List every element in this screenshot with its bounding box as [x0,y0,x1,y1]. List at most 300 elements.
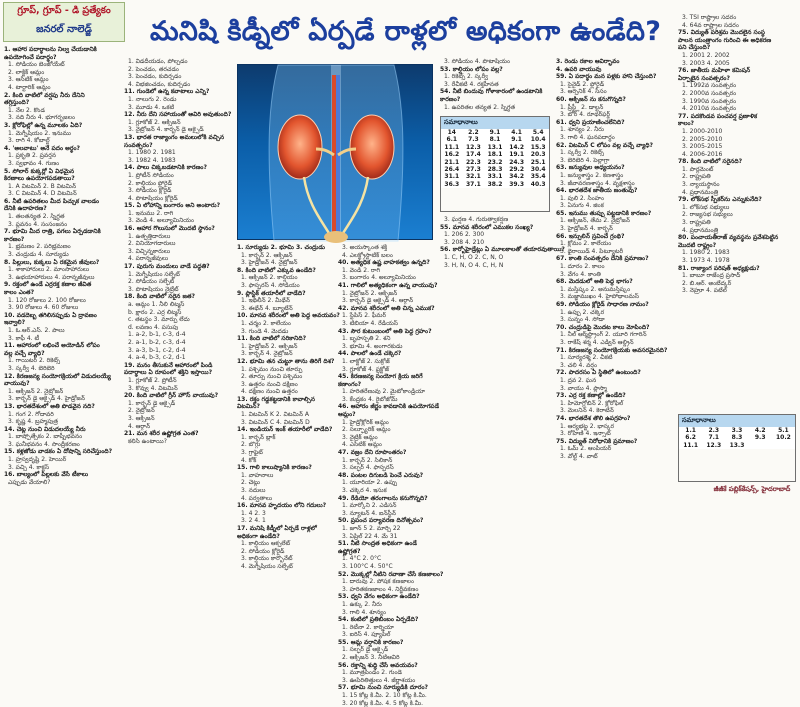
question-line: కారణం? [440,95,461,103]
option-line: 3. ఆక్సిజన్ [128,414,155,422]
question-line: పని చేస్తుంది? [678,44,711,52]
option-line: 1. 4°C 2. 0°C [342,555,382,563]
question-line: 55. మానవ శరీరంలో ఎముకల సంఖ్య? [440,223,534,231]
option-line: 2. రాష్ట్రపతి [682,173,711,181]
option-line: 1. 120 రోజులు 2. 100 రోజులు [8,296,86,304]
question-line: కాలం? [678,120,694,128]
question-line: తగ్గిస్తుంది? [4,99,30,107]
question-line: 71. కిరణజన్య సంయోగక్రియకు అవసరమైనది? [556,346,668,354]
answer-cell: 18.1 [487,151,503,159]
question-line: 9. రక్తంలో ఉండే ఎర్రరక్త కణాల జీవిత [4,281,92,289]
option-line: 3. గ్లూకోజ్ 4. ఫ్రక్టోజ్ [342,365,389,373]
option-line: 3. వెండి 4. అల్యూమినియం [128,217,195,225]
option-line: 3. వాయు 4. ప్లాస్మా [560,384,607,392]
answers-table-2 [678,414,796,482]
option-line: 3. బెరిబెరి 4. పెల్లాగ్రా [560,156,610,164]
question-line: 14. చెట్ల నుంచి విడుదలయ్యే నీరు [4,425,86,433]
option-line: 3. ఘనీభవనం 4. సాంద్రీకరణం [8,440,80,448]
answer-cell: 8.1 [489,136,501,144]
question-line: 11. ఆహారంలో లభించే అయోడిన్ లోపం [4,342,100,350]
option-line: 3. న్యూటన్ 4. ఐన్‌స్టీన్ [342,509,396,517]
option-line: 3. వోల్ట్ 4. వాట్ [560,452,598,460]
question-line: 78. కింది వాటిలో సరైనది? [678,158,743,166]
option-line: 3. గ్రాఫైట్ [241,449,263,457]
option-line: 1. పార్లమెంట్ [682,165,714,173]
answer-cell: 22.3 [465,158,481,166]
column-1 [4,46,120,502]
question-line: 13. భారతదేశంలో అతి పొడవైన నది? [4,402,95,410]
option-line: 1. సూర్యరశ్మి 2. చీకటి [560,354,613,362]
answer-cell: 34.2 [509,173,524,181]
question-line: 17. పురుగు మందులు వాడే పద్ధతి? [124,263,210,271]
answer-cell: 11.1 [444,143,460,151]
option-line: 1. చర్మం 2. కాలేయం [241,319,291,327]
option-line: 2. చెట్లు [241,479,260,487]
option-line: 3. నైట్రిక్ ఆమ్లం [342,433,378,441]
option-line: 3. 90 రోజులు 4. 60 రోజులు [8,304,79,312]
question-line: 67. కాంతి సంవత్సరం దేనికి ప్రమాణం? [556,255,649,263]
question-line: 49. రేడియో తరంగాలను కనుగొన్నది? [338,494,428,502]
answer-cell: 6.2 [685,434,696,442]
option-line: 4. పర్వతాలు [241,494,273,502]
question-line: ఆమ్లం? [338,411,356,419]
option-line: 1. ప్రీస్ట్లీ 2. డాల్టన్ [560,103,604,111]
option-line: 1. కార్బన్ 2. ఆక్సిజన్ [241,251,293,259]
option-line: 1. నేల 2. కొండ [8,106,45,114]
question-line: ఉష్ణోగ్రత? [338,547,361,555]
option-line: 3. విచ్ఛిన్నకారులు [128,247,171,255]
option-line: a. ఆమ్లం 1. నీలి లిట్మస్ [128,301,185,308]
option-line: 1. కార్బన్ 2. సిలికాన్ [342,456,393,464]
option-line: 3. చంద్రుడు 4. సూర్యుడు [8,251,69,259]
question-line: 76. జాతీయ మహిళా కమిషన్ [678,67,751,75]
option-line: 1. సల్ఫర్ డై ఆక్సైడ్ [342,646,389,654]
option-line: 1. 1980 2. 1983 [682,249,730,257]
answer-cell: 17.4 [465,151,481,159]
question-line: మొదటి రాష్ట్రం? [678,241,717,249]
question-line: 1. సూర్యుడు 2. భూమి 3. చంద్రుడు [237,244,325,251]
question-line: 80. పంచాయతీరాజ్ వ్యవస్థను ప్రవేశపెట్టిన [678,234,779,242]
option-line: 1. లోక్‌సభ సభ్యులు [682,203,730,211]
option-line: 1. 1980 2. 1981 [128,149,176,157]
question-line: 12. కిరణజన్య సంయోగక్రియలో విడుదలయ్యే [4,372,111,380]
question-line: 53. కాల్షియం లోపం వల్ల? [440,65,503,73]
option-line: 3. ఆసిటిక్ ఆమ్లం [8,76,49,84]
option-line: 3. మజ్జాముఖం 4. హైపోథాలమస్ [560,293,639,301]
answer-cell: 29.2 [509,166,524,174]
question-line: 12. భూమి తన చుట్టూ తాను తిరిగే దిశ? [237,357,335,365]
option-line: ఎప్పుడు వేయాలి? [8,478,51,486]
option-line: 3. బంగారం 4. అల్యూమినియం [342,274,416,282]
question-line: 3. క్లోరోఫిల్లో ఉన్న మూలకం ఏది? [4,121,83,129]
option-line: 3. రాష్ట్రపతి [682,219,711,227]
question-line: 12. నీరు దేని సహాయంతో ఆవిరి అవుతుంది? [124,111,232,119]
option-line: 1. రికెట్స్ 2. స్కర్వీ [444,73,488,81]
answer-cell: 25.1 [530,158,546,166]
option-line: 1. హైడ్రోజన్ 2. ఆక్సిజన్ [241,342,298,350]
question-line: 16. మానవ హృదయం లోని గదులు? [237,502,327,510]
question-line: 14. పాలు చిక్కబడటానికి కారణం? [124,164,207,172]
option-line: 2. వినియోగదారులు [128,240,176,248]
question-line: వల్ల వచ్చే వ్యాధి? [4,349,45,357]
question-line: 1. ఆహార పదార్థాలను నిల్వ చేయడానికి [4,46,97,53]
answer-cell: 16.2 [444,151,460,159]
option-line: 3. కృష్ణ 4. బ్రహ్మపుత్ర [8,418,58,426]
option-line: 2. సల్ఫ్యూరిక్ ఆమ్లం [342,426,391,434]
question-line: 16. ఆహార గొలుసులో మొదటి స్థానం? [124,225,215,233]
option-line: d. లవణం 4. పసుపు [128,323,179,331]
answers-table-1-title: సమాధానాలు [441,117,549,129]
option-line: 3. 20 కోట్ల కి.మీ. 4. 5 కోట్ల కి.మీ. [342,699,423,707]
question-line: 77. పదకొండవ పంచవర్ష ప్రణాళిక [678,112,758,120]
option-line: 3. జీవావరణశాస్త్రం 4. వృక్షశాస్త్రం [560,179,635,187]
answer-cell: 9.1 [511,136,522,144]
answer-cell: 37.1 [465,180,481,188]
option-line: 1. కాల్షియం ఆక్సలేట్ [241,540,291,548]
question-line: 54. నీటి బిందువు గోళాకారంలో ఉండటానికి [440,88,543,96]
question-line: 15. గాలి కాలుష్యానికి కారణం? [237,464,312,472]
option-line: 3. నది నీరు 4. భూగర్భజలం [8,114,75,122]
option-line: 4. టార్టారిక్ ఆమ్లం [8,83,51,91]
option-line: 1. దూరం 2. కాలం [560,263,605,271]
option-line: 2. 2000వ సంవత్సరం [682,89,737,97]
option-line: 2. తూర్పు నుంచి పశ్చిమం [241,373,303,381]
answer-cell: 10.4 [530,136,546,144]
headline: మనిషి కిడ్నీలో ఏర్పడే రాళ్లలో అధికంగా ఉండేది? [150,16,662,47]
option-line: 2. a-1, b-2, c-3, d-4 [128,338,186,346]
option-line: 3. బోర్ 4. రూథర్‌ఫర్డ్ [560,111,611,119]
answer-cell: 5.4 [532,129,544,136]
option-line: 1. భ్రమణం 2. పరిభ్రమణం [8,243,71,251]
option-line: 1. ఉత్పత్తిదారులు [128,232,171,240]
answer-cell: 32.1 [465,173,481,181]
option-line: 1. మార్కోని 2. ఎడిసన్ [342,502,397,510]
option-line: 1. ఆక్సిజన్ 2. కాల్షియం [241,274,298,282]
answer-cell: 13.1 [487,143,503,151]
option-line: 3. అయస్కాంత శక్తి [342,244,388,251]
option-line: b. క్షారం 2. ఎర్ర లిట్మస్ [128,308,182,316]
option-line: 3. పెంచడం, కుదిర్చడం [128,73,182,81]
option-line: 3. 1982 4. 1983 [128,156,176,164]
answer-cell: 40.3 [530,180,546,188]
question-line: 63. జన్యువుల అధ్యయనం? [556,164,625,172]
answer-cell: 19.1 [509,151,524,159]
question-line: 61. ధ్వని ప్రయాణించలేనిది? [556,118,625,126]
question-line: 52. మొక్కల్లో నీటిని రవాణా చేసే కణజాలం? [338,570,444,578]
option-line: 1. స్కర్వీ 2. రికెట్స్ [560,149,604,157]
answer-cell: 15.3 [530,143,546,151]
question-line: 15. ఏ లోహాన్ని బంగారం అని అంటారు? [124,202,221,210]
option-line: 3. న్యాయస్థానం [682,181,720,189]
option-line: 3. రాగి 4. కోబాల్ట్ [8,137,50,145]
option-line: 1. వాహనాలు [241,471,274,479]
option-line: 1. యూరియా 2. ఉప్పు [342,479,398,487]
question-line: 14. ఇండియన్ ఇంక్ తయారీలో వాడేది? [237,426,333,434]
question-line: 53. ధ్వని వేగం అధికంగా ఉండేది? [338,593,420,601]
answer-cell: 24.3 [509,158,524,166]
option-line: 1. గ్లూకోజ్ 2. ఆక్సిజన్ [128,118,181,126]
answers-table-1 [440,116,550,212]
question-line: 4. ఉపరి వాయువు [556,65,602,73]
option-line: 3. ఆర్సెనిక్ 4. సీసం [560,88,607,96]
option-line: 3. కాఫీ 4. టీ [8,334,40,342]
option-line: 3. స్వభావం 4. గుణం [8,159,60,167]
question-line: 2. కింది వాటిలో వర్షపు నీరు దేనిని [4,91,85,99]
option-line: 3. 1973 4. 1978 [682,257,730,264]
question-line: 65. ఇనుము తుప్పు పట్టడానికి కారణం? [556,209,652,217]
option-line: 3. 208 4. 210 [444,238,485,246]
answer-cell: 14 [447,129,456,136]
question-line: 8. కింది వాటిలో ఎక్కువ ఉండేది? [237,266,316,274]
option-line: 3. కొవ్వు 4. విటమిన్ [128,384,178,392]
question-line: 11. కింది వాటిలో సరికానిది? [237,335,307,343]
answer-cell: 39.3 [509,180,524,188]
option-line: 1. లాక్టోజ్ 2. సుక్రోజ్ [342,357,390,365]
option-line: 2. నైట్రోజన్ [128,407,155,415]
option-line: 1. హ్రస్వదృష్టి 2. హెయిర్ [8,456,67,464]
option-line: 3. సోడియం క్లోరైడ్ [128,187,172,195]
question-line: 74. భారతదేశ తొలి ఉపగ్రహం? [556,414,631,422]
option-line: 1. ఓ.ఆర్.ఎస్. 2. పాలు [8,326,65,334]
column-2 [124,58,234,502]
option-line: 2. బొగ్గు [241,441,261,449]
question-line: కాలం ఎంత? [4,289,35,296]
question-line: 64. భారతదేశ జాతీయ జంతువు? [556,187,638,195]
option-line: 1. 2001 2. 2002 [682,51,730,59]
question-line: పదార్థాలు ఏ రూపంలో శక్తిని ఇస్తాయి? [124,369,213,377]
option-line: 3. కాల్షియం కార్బొనేట్ [241,555,293,563]
answer-cell: 7.1 [708,434,720,442]
answer-cell: 5.1 [778,427,789,434]
answer-cell: 12.3 [465,143,481,151]
option-line: 3. కార్బన్ డై ఆక్సైడ్ 4. హైడ్రోజన్ [8,395,85,403]
question-line: విటమిన్? [237,403,260,411]
option-line: 3. H, N, O 4. C, H, N [444,261,504,269]
option-line: 4. 2010వ సంవత్సరం [682,105,737,113]
option-line: 4. కోక్ [241,456,257,464]
option-line: 3. ఐరిస్ 4. ప్యూపిల్ [342,631,391,639]
question-line: 15. కళ్లజోడు వాడకం ఏ దోషాన్ని సరిచేస్తుంది? [4,448,113,456]
question-line: ఉపయోగించే పదార్థం? [4,53,57,61]
option-line: 3. నైట్రోజన్ 4. కార్బన్ డై ఆక్సైడ్ [128,126,204,134]
question-line: 45. కిరణజన్య సంయోగ క్రియ జరిగే [338,373,423,381]
option-line: 1. విడదీయడం, పోల్చడం [128,58,188,65]
option-line: 3. హైడ్రోజన్ 4. కార్బన్ [560,225,613,233]
option-line: 1. నైట్రోజన్ 2. ఆక్సిజన్ [342,289,398,297]
option-line: 1. నీల్ ఆర్మ్‌స్ట్రాంగ్ 2. యూరి గగారిన్ [560,331,647,339]
question-line: 55. ఆమ్ల వర్షానికి కారణం? [338,638,404,646]
answer-cell: 2.3 [708,427,720,434]
option-line: 4. 64వ రాష్ట్రాల సదరం [682,21,739,29]
option-line: 4. ఎసిటిక్ ఆమ్లం [342,441,382,449]
option-line: కలిసి ఉంటాయి? [128,437,167,445]
option-line: 1. విటమిన్ K 2. విటమిన్ A [241,411,309,419]
option-line: 1. ఆర్యభట్ట 2. భాస్కర [560,422,615,430]
option-line: 1. మూత్రపిండం 2. గుండె [342,669,402,677]
option-line: 3. థైరాయిడ్ 4. పిట్యూటరీ [560,247,624,255]
publication-credit: జీజీకే పబ్లిక్‌కేషన్స్, హైదరాబాద్ [713,485,791,493]
option-line: 3. చలి 4. వర్షం [560,361,597,369]
kidney-image [238,65,434,241]
answer-cell: 26.4 [444,166,460,174]
option-line: 2. పెంచడం, తరచడం [128,65,179,73]
answer-cell: 7.3 [468,136,479,144]
question-line: 9. ప్లాస్టిక్ తయారీలో వాడేది? [237,289,306,297]
question-line: సంవత్సరం? [124,141,153,149]
option-line: 3. కార్బన్ 4. నైట్రోజన్ [241,350,293,358]
question-line: 48. పంటల దిగుబడి పెంచే ఎరువు? [338,471,424,479]
option-line: 1. 4 2. 3 [241,509,266,517]
answer-cell: 2.2 [468,129,479,136]
option-line: 3. హరితకణజాలం 4. నిర్జీవకణం [342,585,419,593]
option-line: 3. గాలి 4. శూన్యం [342,608,387,616]
answer-cell: 4.2 [754,427,766,434]
option-line: 3. 100°C 4. 50°C [342,562,393,570]
option-line: 2. సోడియం క్లోరైడ్ [241,547,285,555]
option-line: 1. పులి 2. సింహం [560,194,604,202]
answer-cell [749,442,772,449]
option-line: 3. ఫాస్ఫరస్ 4. సోడియం [241,281,300,289]
column-3 [237,244,340,570]
question-line: 10. వడదెబ్బ తగిలినప్పుడు ఏ ద్రావణం [4,311,97,319]
column-6 [556,58,674,502]
option-line: 1. ఆక్సిజన్, తేమ 2. నైట్రోజన్ [560,217,630,225]
question-line: 11. గుండెలో ఉన్న కవాటాలు ఎన్ని? [124,88,210,96]
option-line: 3. టిబియా 4. రేడియస్ [342,319,398,327]
question-line: 40. అత్యధిక ఉష్ణ వాహకత్వం ఉన్నది? [338,259,430,267]
option-line: 3. నదులు [241,487,266,494]
option-line: 3. పచ్చి 4. కాక్టస్ [8,463,50,471]
option-line: 1. గ్లూకోజ్ 2. ప్రోటీన్ [128,376,177,384]
option-line: 3. a-3, b-1, c-2, d-4 [128,346,186,354]
option-line: 1. A విటమిన్ 2. B విటమిన్ [8,182,77,190]
option-line: 2. కాల్షియం ఫ్లోరైడ్ [128,179,173,187]
option-line: 3. గుండె 4. మెదడు [241,327,289,335]
option-line: 2. సోడియం సల్ఫేట్ [128,278,175,286]
option-line: 1. మెగ్నీషియం 2. ఇనుము [8,129,71,137]
option-line: 1. మస్తిష్కం 2. అనుమస్తిష్కం [560,285,631,293]
option-line: 3. సల్ఫర్ 4. ఫాస్ఫరస్ [342,464,394,472]
option-line: 3. ఉత్తరం నుంచి దక్షిణం [241,380,298,388]
option-line: 3. సున్నం 4. సోడా [560,316,605,324]
answer-cell: 20.3 [530,151,546,159]
option-line: 3. 2 4. 1 [241,517,266,525]
option-line: 1. తలతన్యత 2. స్నిగ్ధత [8,213,65,221]
answer-cell: 9.1 [489,129,501,136]
question-line: 70. చంద్రుడిపై మొదట కాలు మోపింది? [556,323,650,331]
answer-cell: 4.1 [511,129,522,136]
option-line: 3. రోహిణి 4. ఇన్సాట్ [560,430,611,438]
option-line: 1. కార్బన్ బ్లాక్ [241,433,276,441]
question-line: 6. నీటి ఉపరితలం మీద పిచ్చుక వాలడం [4,197,100,205]
option-line: 1. ద్రవ 2. ఘన [560,376,597,384]
option-line: 3. కేంద్రకం 4. రైబోజోమ్ [342,395,398,403]
option-line: 2. 2005-2010 [682,135,723,143]
question-line: 43. సౌర కుటుంబంలో అతి పెద్ద గ్రహం? [338,327,432,335]
question-line: 13. భారత రాజ్యాంగం అమలులోకి వచ్చిన [124,133,225,141]
question-line: 17. మనిషి కిడ్నీలో ఏర్పడే రాళ్లలో [237,524,317,532]
question-line: 7. భూమి మీద రాత్రి, పగలు ఏర్పడడానికి [4,228,101,236]
option-line: 3. సోడియం 4. పొటాషియం [444,58,510,65]
option-line: 3. C విటమిన్ 4. D విటమిన్ [8,190,77,198]
question-line: 54. కంటిలో ప్రతిబింబం ఏర్పడేది? [338,616,419,624]
option-line: 3. ఘర్షణ 4. గురుత్వాకర్షణ [444,216,509,223]
option-line: 1. ఉక్కు 2. నీరు [342,600,382,608]
question-line: 16. బాల్యంలో పిల్లలకు వేసే టీకాలు [4,471,89,479]
option-line: 3. ఉభయాహారులు 4. పరాన్నజీవులు [8,273,95,281]
answer-cell: 13.3 [729,441,745,449]
option-line: 1. శాకాహారులు 2. మాంసాహారులు [8,266,90,274]
answer-cell [772,442,795,449]
answer-cell: 8.3 [731,434,743,442]
question-line: 8. పిల్లులు, కుక్కలు ఏ రకమైన జీవులు? [4,258,100,266]
answer-cell: 9.3 [754,434,766,442]
question-line: 57. భూమి నుంచి సూర్యుడికి దూరం? [338,684,429,692]
option-line: 3. కార్బన్ డై ఆక్సైడ్ 4. ఆర్గాన్ [342,297,414,305]
option-line: 1. కార్బన్ డై ఆక్సైడ్ [128,399,176,407]
option-line: 1. నాలుగు 2. రెండు [128,95,177,103]
answer-cell: 12.3 [706,441,722,449]
badge-subtitle: గ్రూప్, గ్రూప్ - డి ప్రత్యేకం [17,5,111,16]
question-line: అధికంగా ఉండేది? [237,532,280,540]
question-line: 5. సోలార్ కుక్కర్లో ఏ విధమైన [4,167,75,175]
question-line: 42. మానవ శరీరంలో అతి చిన్న ఎముక? [338,304,435,312]
question-line: 21. మన శరీర ఉష్ణోగ్రత ఎంత? [124,430,199,438]
answer-cell: 27.3 [465,166,481,174]
option-line: 4. పరాన్నజీవులు [128,255,169,263]
question-line: ఇవ్వాలి? [4,319,26,327]
option-line: 4. దక్షిణం నుంచి ఉత్తరం [241,388,298,396]
option-line: 3. 2005-2015 [682,143,723,151]
question-line: 13. రక్తం గడ్డకట్టడానికి కావాల్సిన [237,395,315,403]
option-line: 1. ఇనుము 2. రాగి [128,209,174,217]
option-line: 1. 1992వ సంవత్సరం [682,82,737,90]
question-line: వాయువు? [4,380,30,388]
option-line: 3. హైడ్రోజన్ 4. నైట్రోజన్ [241,259,298,267]
option-line: 4. 2006-2016 [682,150,723,158]
option-line: 3. నెహ్రూ 4. పటేల్ [682,287,727,295]
question-line: 47. వజ్రం దేని రూపాంతరం? [338,449,407,457]
option-line: 1. జన్యుశాస్త్రం 2. కణశాస్త్రం [560,171,624,179]
question-line: 73. ఎర్ర రక్త కణాల్లో ఉండేది? [556,392,626,400]
option-line: 1. క్లోమం 2. కాలేయం [560,240,612,248]
option-line: 3. ఊపిరితిత్తులు 4. జీర్ణాశయం [342,676,416,684]
answer-cell: 35.4 [530,173,546,181]
option-line: 1. ఇథిలీన్ 2. మీథేన్ [241,297,290,305]
question-line: కారణం? [4,235,25,243]
option-line: 2. ఆక్సిజన్ 3. నీటిఆవిరి [342,654,400,662]
option-line: 1. బాబూ రాజేంద్ర ప్రసాద్ [682,272,741,280]
answer-cell: 30.4 [530,166,546,174]
question-line: ఏర్పాటైన సంవత్సరం? [678,74,730,82]
question-line: 19. మనం తీసుకునే ఆహారంలో పిండి [124,361,213,369]
answer-cell: 6.1 [446,136,458,144]
option-line: 3. గాలి 4. ఘనపదార్థం [560,133,615,141]
option-line: 4. ఎలక్ట్రోస్టాటిక్ బలం [342,251,393,259]
option-line: 3. చక్కెర 4. ఇసుక [342,487,387,494]
option-line: 1. గాయిటర్ 2. రికెట్స్ [8,357,61,365]
option-line: 3. భూమి 4. అంగారకుడు [342,342,403,350]
question-line: 18. కింది వాటిలో సరైన జత? [124,293,196,301]
option-line: 1. పశ్చిమం నుంచి తూర్పు [241,365,303,373]
option-line: 1. రెటీనా 2. కార్నియా [342,623,394,631]
option-line: 1. a-2, b-1, c-3, d-4 [128,331,186,339]
option-line: 3. రేచీకటి 4. రక్తహీనత [444,80,499,88]
option-line: 3. స్కర్వీ 4. బెరిబెరి [8,364,55,372]
column-5 [440,216,565,502]
column-7 [678,14,796,412]
option-line: 1. సోడియం బెంజోయేట్ [8,61,65,69]
